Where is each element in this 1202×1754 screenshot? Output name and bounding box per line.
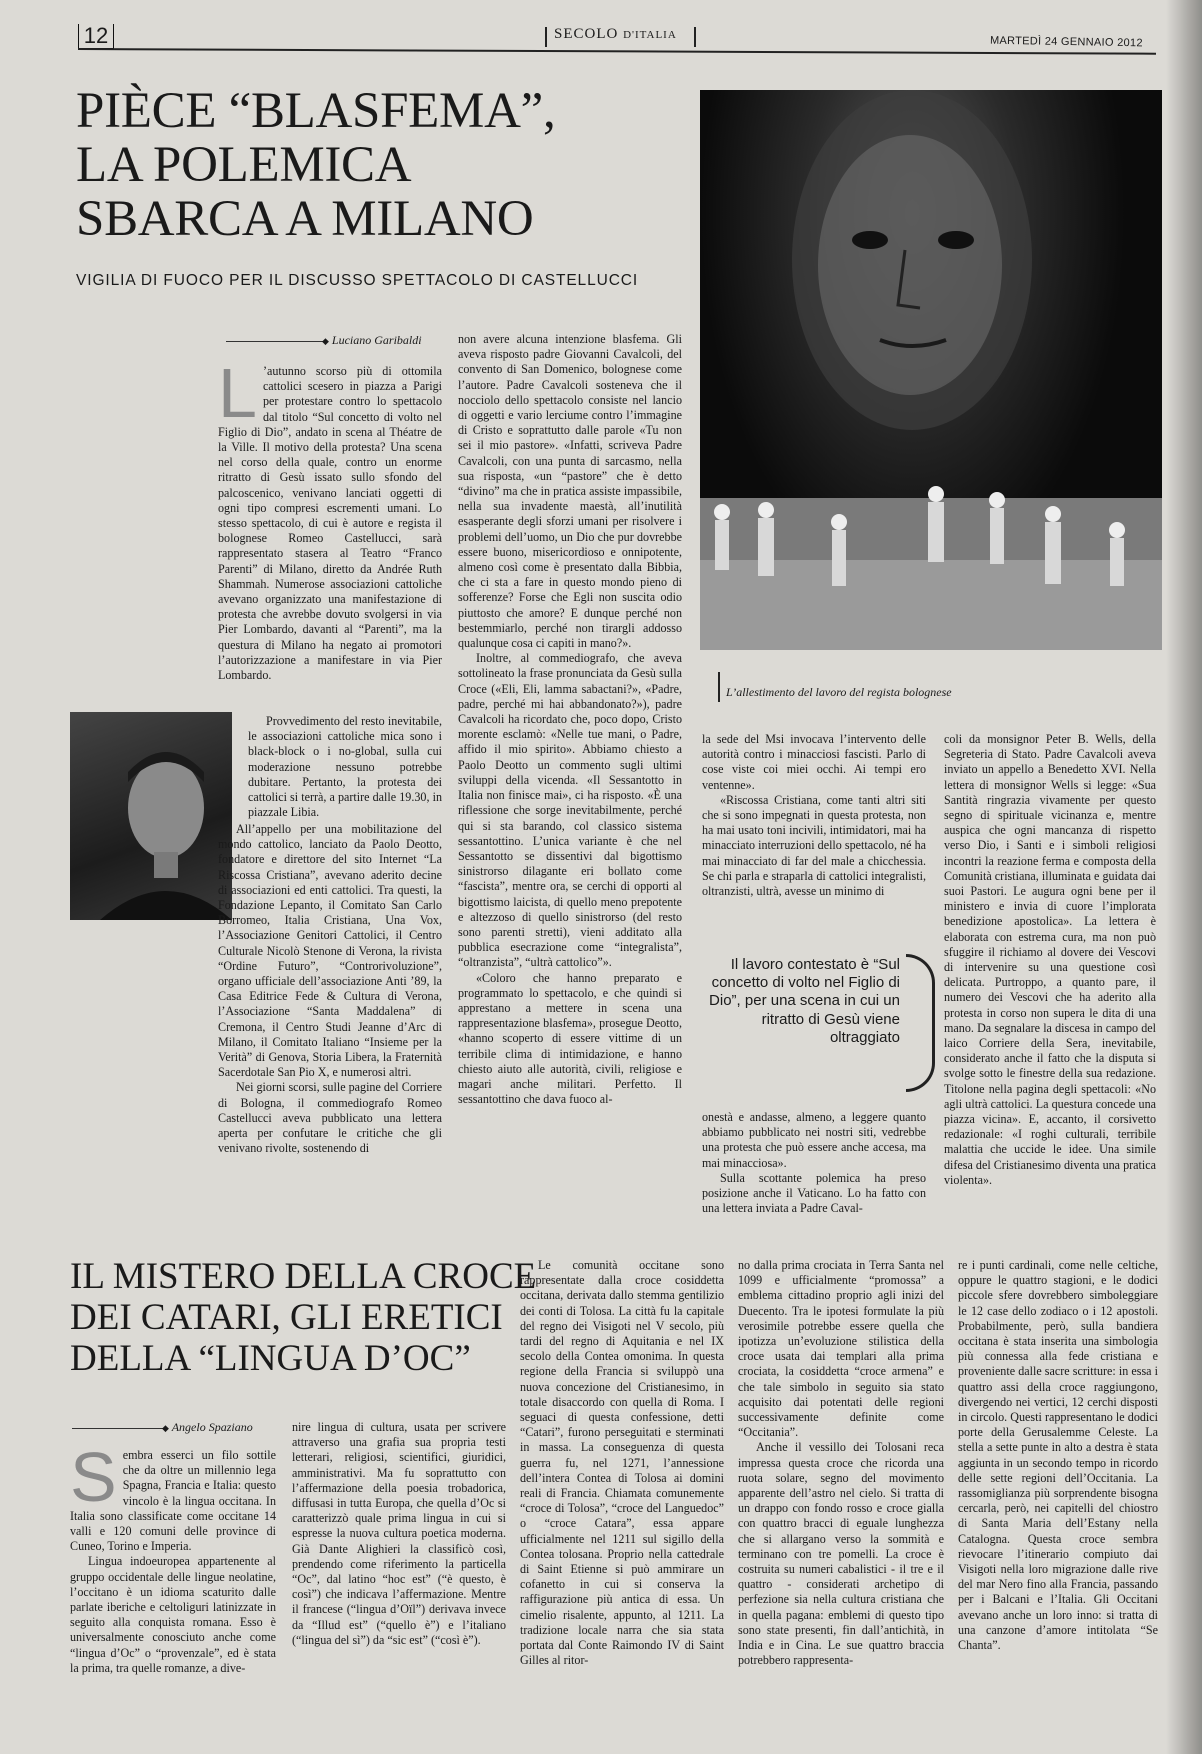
article2-column-1 [70, 1438, 276, 1676]
drop-cap: S [70, 1438, 117, 1516]
article2-column-3 [520, 1258, 724, 1668]
byline-name: Luciano Garibaldi [331, 333, 422, 347]
article2-column-4 [738, 1258, 944, 1668]
headline-line: PIÈCE “BLASFEMA”, [76, 83, 556, 139]
paragraph: Le comunità occitane sono rappresentate dalla croce cosiddetta occitana, derivata dallo stemma gentilizio dei conti di Tolosa. La città fu la capitale del regno dei Visigoti nel V secolo, più tardi del regno di Aquitania e nel IX secolo della Contea omonima. In questa regione della Francia si sviluppò una nuova concezione del Cristianesimo, in totale disaccordo con quella di Roma. I seguaci di questa confessione, detti “Catari”, furono perseguitati e sterminati in massa. La conseguenza di questa guerra fu, nel 1271, l’annessione dell’intera Contea di Tolosa ai domini reali di Francia. Chiamata comunemente “croce di Tolosa”, “croce del Languedoc” o “croce Catara”, essa appare ufficialmente nel 1211 sul sigillo della Contea tolosana. Proprio nella cattedrale di Saint Etienne si può ammirare un cofanetto in cui si conserva la raffigurazione più antica di essa. Un cimelio risalente, appunto, al 1211. La tradizione locale narra che sia stata portata dal Conte Raimondo IV di Saint Gilles al ritor- [520, 1258, 724, 1668]
paragraph: non avere alcuna intenzione blasfema. Gli aveva risposto padre Giovanni Cavalcoli, del convento di San Domenico, bolognese come l’autore. Padre Cavalcoli sosteneva che il nocciolo dello spettacolo consiste nel lancio di oggetti e vario lerciume contro l’immagine di Cristo e soprattutto dalle parole «Tu non sei il mio pastore». «Infatti, scriveva Padre Cavalcoli, con una punta di sarcasmo, nella sua risposta, «un “pastore” che è detto “divino” ma che in pratica assiste impassibile, nella sua invadente maestà, all’inutilità esasperante degli sforzi umani per risolvere i problemi dell’uomo, un Dio che pur dovrebbe essere buono, misericordioso e onnipotente, almeno così come è presentato dalla Bibbia, che ci sta a fare in questo mondo pieno di sofferenze? Forse che Egli non suscita odio piuttosto che amore? E dunque perché non bestemmiarlo, perché non tirargli addosso qualunque cosa ci capiti in mano?». [458, 332, 682, 651]
article2-headline [70, 1256, 540, 1379]
lead-paragraph [70, 1438, 276, 1554]
paragraph: Sulla scottante polemica ha preso posizione anche il Vaticano. Lo ha fatto con una lettera inviata a Padre Caval- [702, 1170, 926, 1216]
lead-text: ’autunno scorso più di ottomila cattolici scesero in piazza a Parigi per protestare contro lo spettacolo dal titolo “Sul concetto di volto nel Figlio di Dio”, andato in scena al Théatre de la Ville. Il motivo della protesta? Una scena nel corso della quale, contro un enorme ritratto di Gesù issato sullo sfondo del palcoscenico, venivano lanciati oggetti di ogni tipo compresi escrementi umani. Lo stesso spettacolo, di cui è autore e regista il bolognese Romeo Castellucci, sarà rappresentato stasera al Teatro “Franco Parenti” di Milano, diretto da Andrée Ruth Shammah. Numerose associazioni cattoliche avevano organizzato una manifestazione di protesta che avrebbe dovuto svolgersi in via Pier Lombardo, davanti al “Parenti”, ma la questura di Milano ha negato ai promotori l’autorizzazione a manifestare in via Pier Lombardo. [218, 364, 442, 683]
article2-column-5 [958, 1258, 1158, 1653]
lead-text: embra esserci un filo sottile che da oltre un millennio lega Spagna, Francia e Italia: questo vincolo è la lingua occitana. In Italia sono classificate come occitane 14 valli e 120 comuni delle province di Cuneo, Torino e Imperia. [70, 1448, 276, 1554]
paragraph: la sede del Msi invocava l’intervento delle autorità contro i minacciosi fascisti. Parlo di cose viste coi miei occhi. Ai tempi ero ventenne». [702, 732, 926, 792]
lead-paragraph [218, 354, 442, 683]
author-photo [70, 712, 232, 920]
paragraph: All’appello per una mobilitazione del mondo cattolico, lanciato da Paolo Deotto, fondatore e direttore del sito Internet “La Riscossa Cristiana”, avevano aderito decine di associazioni ed enti cattolici. Tra questi, la Fondazione Lepanto, il Comitato San Carlo Borromeo, Italia Cristiana, Una Vox, l’Associazione Genitori Cattolici, il Centro Culturale Nicolò Stenone di Verona, la rivista “Ordine Futuro”, “Controrivoluzione”, organo ufficiale dell’associazione Anti ’89, la Casa Editrice Fede & Cultura di Verona, l’Associazione “Santa Maddalena” di Cremona, il Centro Studi Jeanne d’Arc di Milano, il Comitato Italiano “Insieme per la Verità” di Genova, Storia Libera, la Fraternità Sacerdotale San Pio X, e numerosi altri. [218, 822, 442, 1080]
diamond-icon: ◆ [322, 336, 329, 346]
article2-column-2 [292, 1420, 506, 1648]
paragraph: «Riscossa Cristiana, come tanti altri siti che si sono impegnati in questa protesta, non ha mai usato toni incivili, intimidatori, mai ha minacciato interruzioni dello spettacolo, né ha mai minacciato di far del male a chicchessia. Se chi parla e straparla di cattolici integralisti, oltranzisti, ultrà, avesse un minimo di [702, 792, 926, 899]
masthead-small: D'ITALIA [623, 29, 677, 41]
byline-rule [72, 1428, 168, 1429]
article1-subheadline: VIGILIA DI FUOCO PER IL DISCUSSO SPETTACOLO DI CASTELLUCCI [76, 272, 639, 289]
headline-line: IL MISTERO DELLA CROCE [70, 1256, 537, 1297]
caption-bar [718, 672, 720, 702]
paragraph: Provvedimento del resto inevitabile, le associazioni cattoliche mica sono i black-block o i no-global, sulla cui moderazione nessuno potrebbe dubitare. Pertanto, la protesta dei cattolici si terrà, a partire dalle 19.30, in piazzale Libia. [248, 714, 442, 820]
headline-line: SBARCA A MILANO [76, 191, 534, 247]
paragraph: Inoltre, al commediografo, che aveva sottolineato la frase pronunciata da Gesù sulla Croce («Eli, Eli, lamma sabactani?», «Padre, padre, perché mi hai abbandonato?»), padre Cavalcoli ha ricordato che, poco dopo, Cristo morente esclamò: «Nelle tue mani, o Padre, affido il mio spirito». Abbiamo chiesto a Paolo Deotto un commento sugli ultimi sviluppi della vicenda. «Il Sessantotto in Italia non finisce mai», ci ha risposto. «È una riflessione che sorge inevitabilmente, perché qui si sta barando, col classico sistema sessantottino. L’unica variante è che nel Sessantotto se dissentivi dal bigottismo sinistrorso dilagante eri bollato come “fascista”, mentre ora, se cerchi di opporti al bigottismo laicista, di quello meno prepotente e altezzoso di quello sinistrorso (del resto sono parenti stretti), vieni additato alla pubblica esecrazione come “integralista”, “oltranzista”, “ultrà cattolico”». [458, 651, 682, 970]
headline-line: LA POLEMICA [76, 137, 412, 193]
article1-column-4 [944, 732, 1156, 1188]
drop-cap: L [218, 354, 257, 432]
page-number: 12 [78, 24, 114, 49]
byline-name: Angelo Spaziano [171, 1420, 253, 1434]
author-portrait [70, 712, 232, 920]
article1-column-3-top [702, 732, 926, 899]
article1-column-1-continued [248, 714, 442, 820]
pull-quote: Il lavoro contestato è “Sul concetto di volto nel Figlio di Dio”, per una scena in cui un ritratto di Gesù viene oltraggiato [709, 956, 900, 1046]
article1-byline [322, 333, 422, 348]
stage-photo-illustration [700, 90, 1162, 650]
photo-caption: L’allestimento del lavoro del regista bolognese [726, 685, 952, 699]
paragraph: re i punti cardinali, come nelle celtiche, oppure le quattro stagioni, e le dodici piccole sfere dovrebbero simboleggiare le 12 case dello zodiaco o i 12 apostoli. Probabilmente, però, sulla bandiera occitana è stata inserita una simbologia più connessa alla fede cristiana e proveniente dalle sacre scritture: in essa i quattro assi della croce raggiungono, divergendo nei vertici, 12 cerchi disposti in circolo. Questi rappresentano le dodici porte della Gerusalemme Celeste. La stella a sette punte in alto a destra è stata aggiunta in un secondo tempo in ricordo delle sette regioni dell’Occitania. La rassomiglianza più sorprendente bisogna cercarla, però, nei capitelli del chiostro di Santa Maria dell’Estany nella Catalogna. Questa croce sembra rievocare l’itinerario compiuto dai Visigoti nella loro migrazione dalle rive del mar Nero fino alla Francia, passando per i Balcani e l’Italia. Gli Occitani avevano anche un loro inno: si tratta di una canzone d’amore intitolata “Se Chanta”. [958, 1258, 1158, 1653]
article1-column-1-lower [218, 822, 442, 1156]
article2-byline [162, 1420, 253, 1435]
paragraph: nire lingua di cultura, usata per scrivere attraverso una grafia sua propria testi letterari, religiosi, scientifici, giuridici, amministrativi. Ma fu soprattutto con l’affermazione della poesia trobadorica, diffusasi in tutta Europa, che quella d’Oc si caratterizzò quale prima lingua in cui si espresse la nuova cultura poetica moderna. Già Dante Alighieri la classificò così, prendendo come riferimento la particella “Oc”, dal latino “hoc est” (“è questo, è così”) che indicava l’affermazione. Mentre il francese (“lingua d’Oïl”) derivava invece da “Illud est” (“quello è”) e l’italiano (“lingua del sì”) da “sic est” (“così è”). [292, 1420, 506, 1647]
paragraph: Anche il vessillo dei Tolosani reca impressa questa croce che ricorda una ruota solare, segno del movimento apparente dell’astro nel cielo. Si tratta di un drappo con fondo rosso e croce gialla con quattro bracci di eguale lunghezza che si allargano verso la sommità e terminano con tre pomelli. La croce è costruita su numeri cabalistici - il tre e il quattro - considerati archetipo di perfezione sia nella cultura cristiana che in quella pagana: emblemi di questo tipo sono state presenti, fin dall’antichità, in India e in Cina. Le sue quattro braccia potrebbero rappresenta- [738, 1440, 944, 1668]
article1-headline [76, 84, 676, 246]
paragraph: coli da monsignor Peter B. Wells, della Segreteria di Stato. Padre Cavalcoli aveva inviato un appello a Benedetto XVI. Nella lettera di monsignor Wells si legge: «Sua Santità ringrazia vivamente per questo segno di spirituale vicinanza e, mentre auspica che ogni mancanza di rispetto verso Dio, i Santi e i simboli religiosi incontri la reazione ferma e composta della Comunità cristiana, illuminata e guidata dai suoi Pastori. Le augura ogni bene per il ministero e invia di cuore l’implorata benedizione apostolica». La lettera è elaborata con estrema cura, ma non può sfuggire il richiamo al dovere dei Vescovi di intervenire su una questione così delicata. Purtroppo, a quanto pare, il numero dei Vescovi che ha aderito alla protesta in corso non supera le dita di una mano. Da segnalare la discesa in campo del laico Corriere della Sera, inevitabile, considerato anche il fatto che la disputa si svolge sotto le finestre della sua redazione. Titolone nella pagina degli spettacoli: «No agli ultrà cattolici. La questura concede una piazza vicina». E, accanto, il corsivetto redazionale: «I roghi culturali, terribile malattia che uccide le idee. Una simile difesa del Cristianesimo diventa una pratica violenta». [944, 732, 1156, 1187]
paragraph: Lingua indoeuropea appartenente al gruppo occidentale delle lingue neolatine, l’occitano è un idioma scaturito dalle parlate iberiche e celtoliguri latinizzate in seguito alla conquista romana. Esso è universalmente conosciuto anche come “lingua d’Oc” o “provenzale”, ed è stata la prima, tra quelle romanze, a dive- [70, 1554, 276, 1675]
pull-quote-bracket [906, 954, 935, 1092]
masthead-divider-right [694, 27, 696, 47]
paragraph: Nei giorni scorsi, sulle pagine del Corriere di Bologna, il commediografo Romeo Castellucci aveva pubblicato una lettera aperta per confutare le critiche che gli venivano rivolte, sostenendo di [218, 1080, 442, 1156]
headline-line: DELLA “LINGUA D’OC” [70, 1338, 471, 1379]
issue-date: MARTEDÌ 24 GENNAIO 2012 [989, 34, 1143, 50]
paragraph: «Coloro che hanno preparato e programmato lo spettacolo, e che quindi si apprestano a mettere in scena una rappresentazione blasfema», prosegue Deotto, «hanno scoperto di essere vittime di un terribile clima di intimidazione, e hanno chiesto aiuto alle autorità, civili, religiose e magari anche militari. Perfetto. Il sessantottino che dava fuoco al- [458, 970, 682, 1107]
article1-column-3-bottom [702, 1110, 926, 1216]
masthead-main: SECOLO [554, 26, 619, 42]
header-rule [78, 48, 1156, 55]
byline-rule [226, 341, 326, 342]
paragraph: no dalla prima crociata in Terra Santa nel 1099 e ufficialmente “promossa” a emblema cittadino proprio agli inizi del Duecento. Tra le ipotesi formulate la più verosimile potrebbe essere quella che ipotizza un’evoluzione stilistica della croce usata dai templari alla prima crociata, la cosiddetta “croce armena” e che tale simbolo in seguito sia stato acquisito dai potentati delle regioni successivamente definite come “Occitania”. [738, 1258, 944, 1440]
masthead [554, 26, 677, 43]
paragraph: onestà e andasse, almeno, a leggere quanto abbiamo pubblicato nei nostri siti, vedrebbe una protesta che può essere anche accesa, ma mai minacciosa». [702, 1110, 926, 1170]
headline-line: DEI CATARI, GLI ERETICI [70, 1297, 503, 1338]
article1-column-2 [458, 332, 682, 1107]
masthead-divider-left [545, 27, 547, 47]
diamond-icon: ◆ [162, 1423, 169, 1433]
article1-column-1 [218, 354, 442, 683]
stage-photo [700, 90, 1162, 650]
